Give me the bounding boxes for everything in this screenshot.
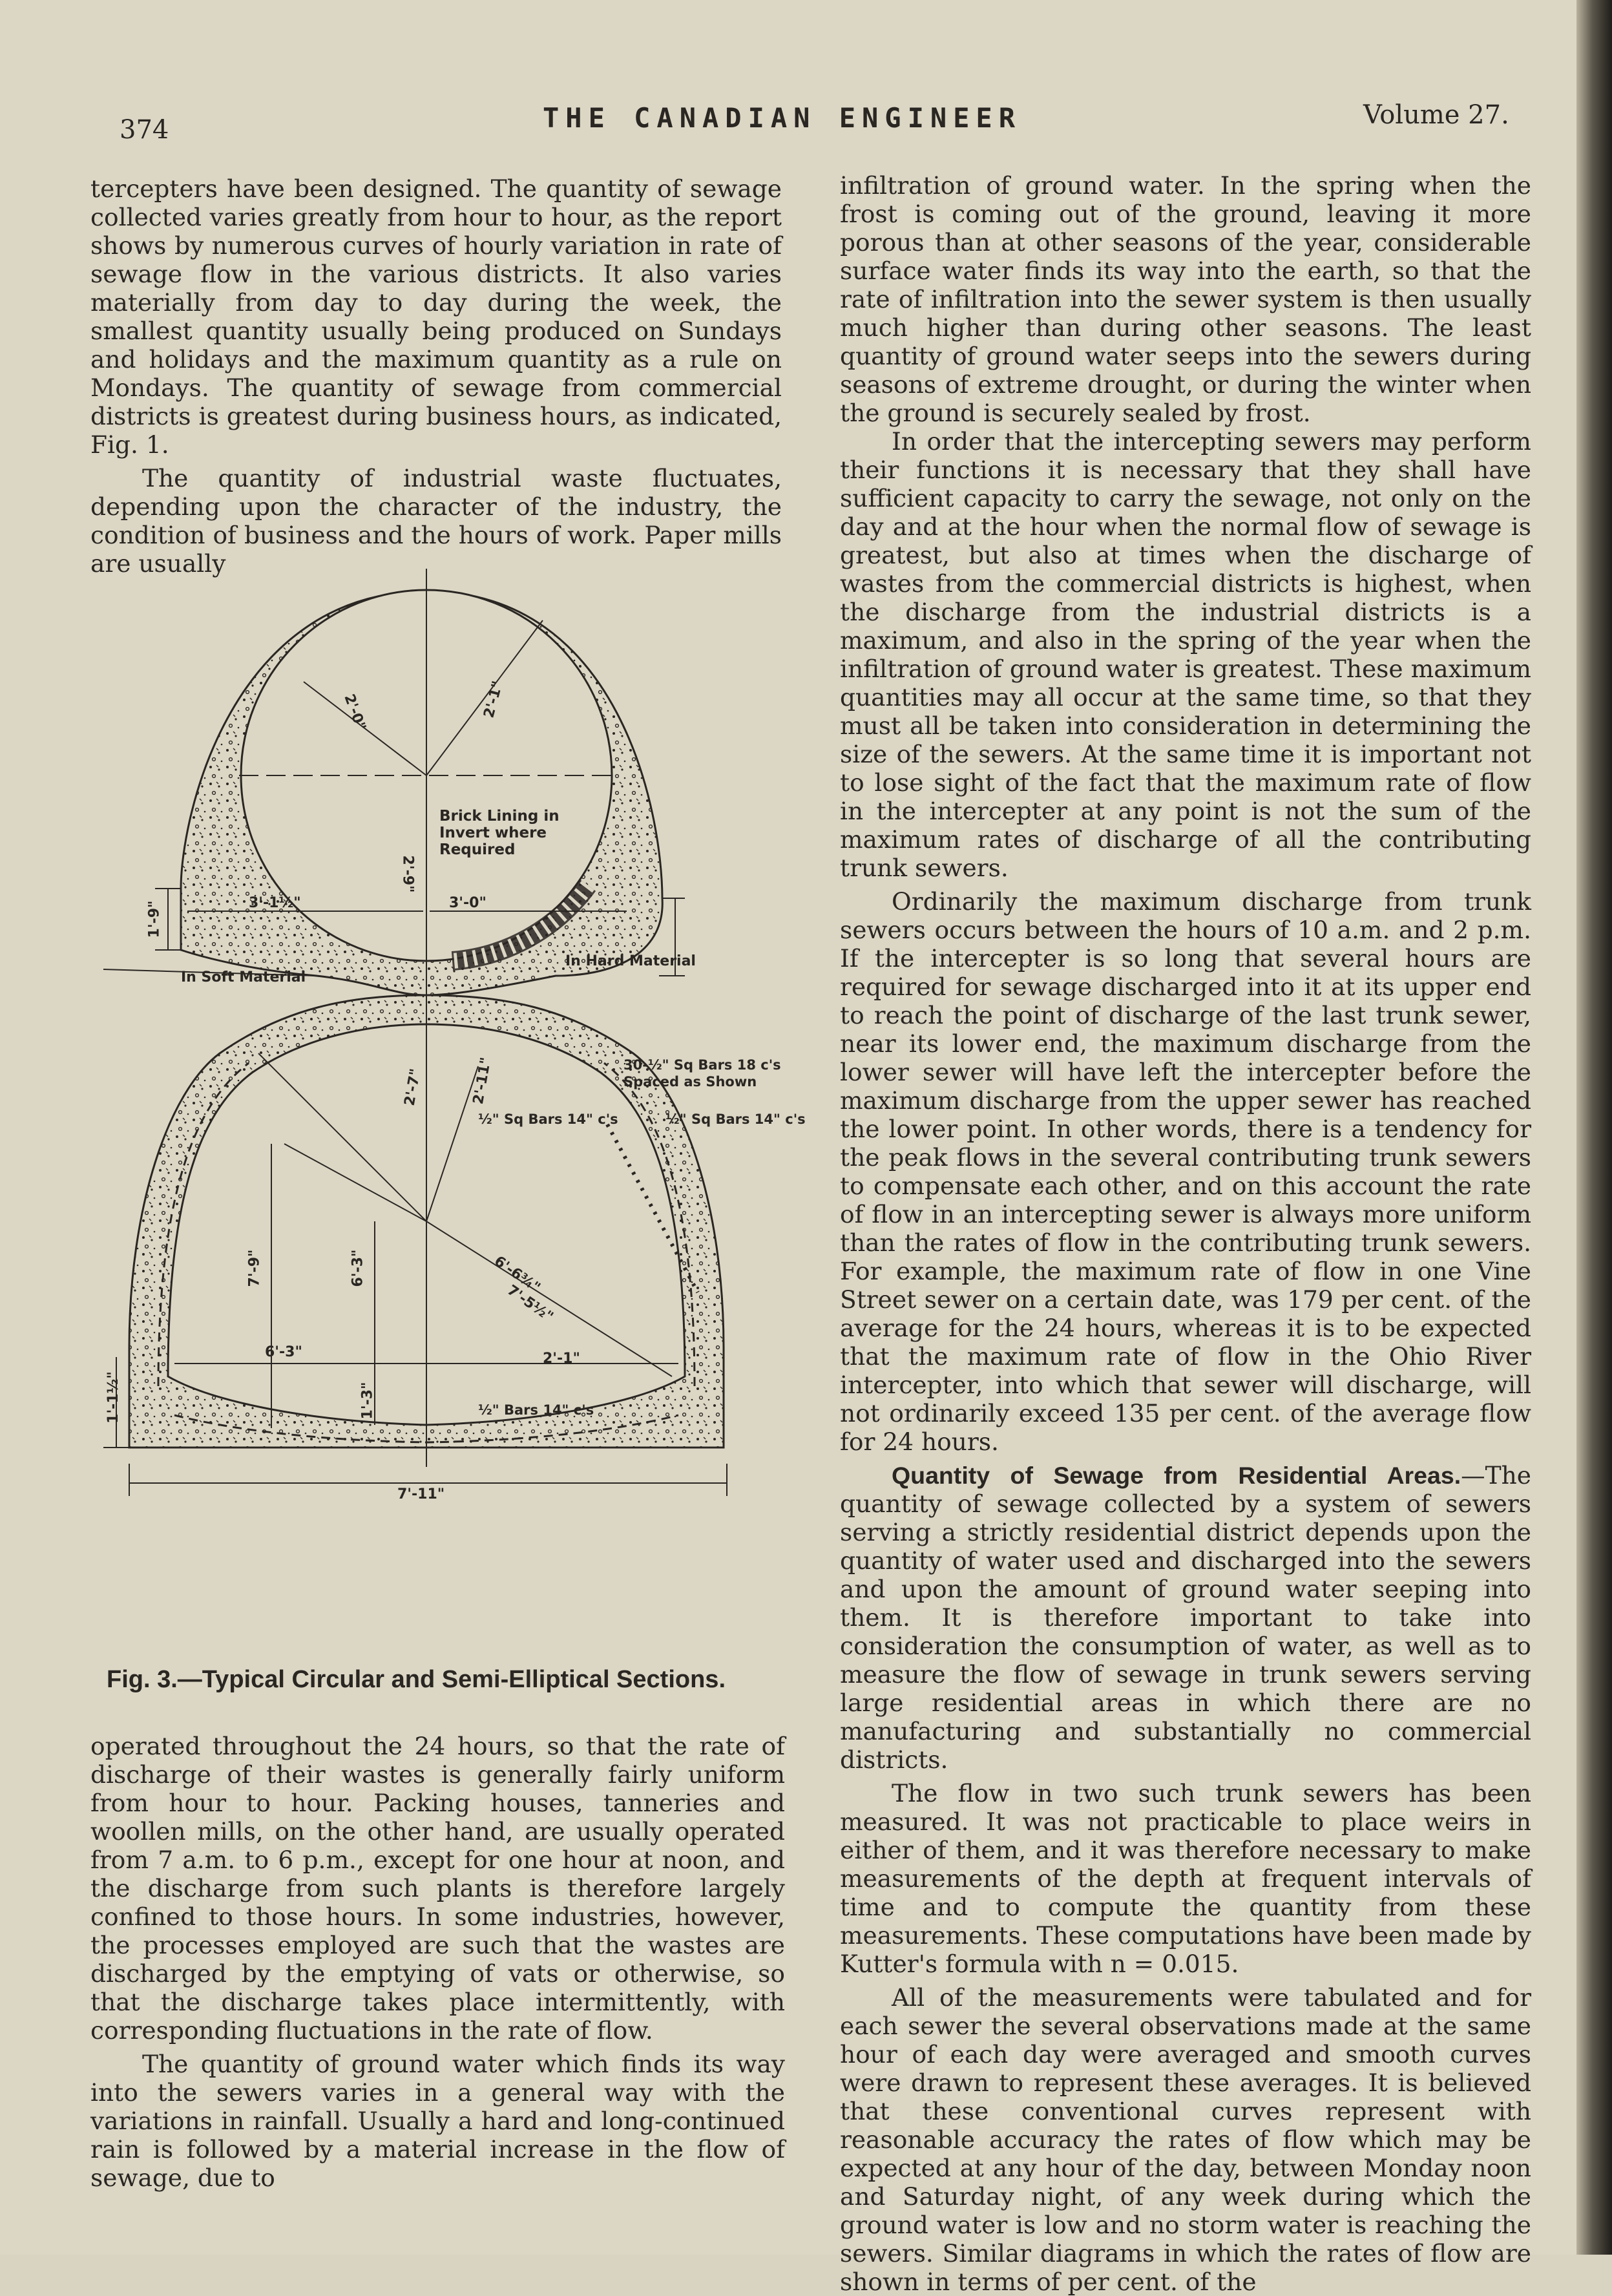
paragraph: tercepters have been designed. The quantity of sewage collected varies greatly from hour to hour, as the report shows by numerous curves of hourly variation in rate of sewage flow in the various districts. It also varies materially from day to day during the week, the smallest quantity usually being produced on Sundays and holidays and the maximum quantity as a rule on Mondays. The quantity of sewage from commercial districts is greatest during business hours, as indicated, Fig. 1. xyxy=(90,174,782,459)
paragraph: In order that the intercepting sewers may perform their functions it is necessary that they shall have sufficient capacity to carry the sewage, not only on the day and at the hour when the normal flow of sewage is greatest, but also at times when the discharge of wastes from the commercial districts is highest, when the discharge from the industrial districts is a maximum, and also in the spring of the year when the infiltration of ground water is greatest. These maximum quantities may all occur at the same time, so that they must all be taken into consideration in determining the size of the sewers. At the same time it is important not to lose sight of the fact that the maximum rate of flow in the intercepter at any point is not the sum of the maximum rates of discharge of all the contributing trunk sewers. xyxy=(840,427,1531,882)
paragraph: Ordinarily the maximum discharge from trunk sewers occurs between the hours of 10 a.m. and 2 p.m. If the intercepter is so long that several hours are required for sewage discharged into it at its upper end to reach the point of discharge of the last trunk sewer, near its lower end, the maximum discharge from the lower sewer will have left the intercepter before the maximum discharge from the upper sewer has reached the lower point. In other words, there is a tendency for the peak flows in the several contributing trunk sewers to compensate each other, and on this account the rate of flow in an intercepting sewer is always more uniform than the rates of flow in the contributing trunk sewers. For example, the maximum rate of flow in one Vine Street sewer on a certain date, was 179 per cent. of the average for the 24 hours, whereas it is to be expected that the maximum rate of flow in the Ohio River intercepter, into which that sewer will discharge, will not ordinarily exceed 135 per cent. of the average flow for 24 hours. xyxy=(840,887,1531,1456)
figure-caption: Fig. 3.—Typical Circular and Semi-Elliptical Sections. xyxy=(107,1666,726,1693)
label-dim: 2'-1" xyxy=(481,679,507,720)
label-dim: 6'-6¾" xyxy=(491,1253,543,1296)
left-column-top xyxy=(90,174,782,578)
label-bars-left: ½" Sq Bars 14" c's xyxy=(478,1111,618,1127)
paragraph-residential xyxy=(840,1461,1531,1774)
figure-sewer-sections xyxy=(90,562,806,1661)
label-bars-bottom: ½" Bars 14" c's xyxy=(478,1402,594,1418)
page-number: 374 xyxy=(120,115,169,145)
label-soft-material: In Soft Material xyxy=(181,969,306,985)
label-dim: 2'-11" xyxy=(470,1056,495,1106)
paragraph: All of the measurements were tabulated and for each sewer the several observations made at the same hour of each day were averaged and smooth curves were drawn to represent these averages. It is believed that these conventional curves represent with reasonable accuracy the rates of flow which may be expected at any hour of the day, between Monday noon and Saturday night, of any week during which the ground water is low and no storm water is reaching the sewers. Similar diagrams in which the rates of flow are shown in terms of per cent. of the xyxy=(840,1983,1531,2296)
paragraph-text: —The quantity of sewage collected by a system of sewers serving a strictly residential district depends upon the quantity of water used and discharged into the sewers and upon the amount of ground water seeping into them. It is therefore important to take into consideration the consumption of water, as well as to measure the flow of sewage in trunk sewers serving large residential areas in which there are no manufacturing and substantially no commercial districts. xyxy=(840,1461,1531,1774)
label-dim: 6'-3" xyxy=(265,1344,302,1360)
running-title: THE CANADIAN ENGINEER xyxy=(543,102,1022,134)
label-dim: 1'-1½" xyxy=(105,1371,121,1424)
paragraph: operated throughout the 24 hours, so that the rate of discharge of their wastes is generally fairly uniform from hour to hour. Packing houses, tanneries and woollen mills, on the other hand, are usually operated from 7 a.m. to 6 p.m., except for one hour at noon, and the discharge from such plants is therefore largely confined to those hours. In some industries, however, the processes employed are such that the wastes are discharged by the emptying of vats or otherwise, so that the discharge takes place intermittently, with corresponding fluctuations in the rate of flow. xyxy=(90,1732,785,2045)
label-dim: 2'-9" xyxy=(399,855,416,893)
volume-label: Volume 27. xyxy=(1363,100,1509,130)
label-dim: 7'-9" xyxy=(246,1249,263,1287)
label-hard-material: In Hard Material xyxy=(565,953,696,969)
label-dim: 7'-11" xyxy=(397,1486,445,1502)
book-binding xyxy=(1576,0,1612,2255)
paragraph: infiltration of ground water. In the spring when the frost is coming out of the ground, leaving it more porous than at other seasons of the year, considerable surface water finds its way into the earth, so that the rate of infiltration into the sewer system is then usually much higher than during other seasons. The least quantity of ground water seeps into the sewers during seasons of extreme drought, or during the winter when the ground is securely sealed by frost. xyxy=(840,171,1531,427)
label-bars-right: ½" Sq Bars 14" c's xyxy=(665,1111,806,1127)
label-dim: 1'-9" xyxy=(146,900,163,938)
left-column-bottom xyxy=(90,1732,785,2192)
label-dim: 7'-5½" xyxy=(504,1282,556,1325)
paragraph: The flow in two such trunk sewers has been measured. It was not practicable to place weirs in either of them, and it was therefore necessary to make measurements of the depth at frequent intervals of time and to compute the quantity from these measurements. These computations have been made by Kutter's formula with n = 0.015. xyxy=(840,1779,1531,1978)
label-dim: 2'-0" xyxy=(340,691,369,733)
section-heading: Quantity of Sewage from Residential Areas. xyxy=(892,1462,1461,1489)
label-dim: 1'-3" xyxy=(359,1382,376,1420)
label-dim: 2'-7" xyxy=(401,1067,424,1108)
right-column xyxy=(840,171,1531,2296)
label-bars-30: 30-½" Sq Bars 18 c's Spaced as Shown xyxy=(623,1057,781,1090)
label-dim: 3'-0" xyxy=(449,895,487,911)
label-dim: 3'-1½" xyxy=(249,895,301,911)
label-dim: 2'-1" xyxy=(543,1351,580,1367)
label-dim: 6'-3" xyxy=(350,1249,366,1287)
label-brick-lining: Brick Lining in Invert where Required xyxy=(439,808,560,858)
paragraph: The quantity of ground water which finds its way into the sewers varies in a general way with the variations in rainfall. Usually a hard and long-continued rain is followed by a material increase in the flow of sewage, due to xyxy=(90,2050,785,2192)
paragraph: The quantity of industrial waste fluctuates, depending upon the character of the industry, the condition of business and the hours of work. Paper mills are usually xyxy=(90,464,782,578)
